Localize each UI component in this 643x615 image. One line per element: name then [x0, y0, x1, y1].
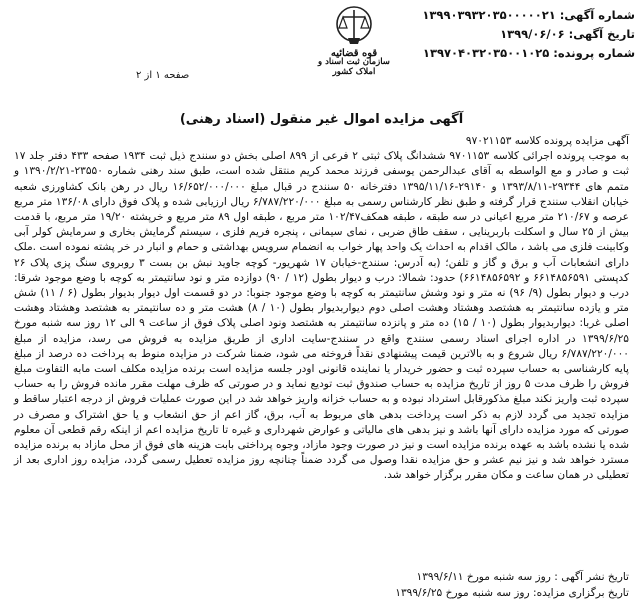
publish-date-row: [395, 570, 629, 586]
header-meta: [365, 6, 635, 63]
org-name: سازمان ثبت اسناد و املاک کشور: [318, 57, 390, 77]
case-number-label: شماره پرونده:: [553, 46, 635, 60]
org-top: قوه قضائیه: [330, 48, 378, 59]
ad-number-label: شماره آگهی:: [559, 8, 635, 22]
page-label: صفحه ۱ از ۲: [136, 70, 190, 81]
ad-date: ۱۳۹۹/۰۶/۰۶: [500, 27, 565, 41]
publish-date-label: تاریخ نشر آگهی :: [554, 571, 629, 583]
ad-number-row: [365, 6, 635, 25]
ad-date-row: [365, 25, 635, 44]
auction-date-label: تاریخ برگزاری مزایده:: [533, 586, 629, 599]
auction-date-row: [395, 586, 629, 602]
case-number: ۱۳۹۷۰۴۰۳۲۰۳۵۰۰۱۰۲۵: [422, 46, 550, 60]
body-paragraph-case: آگهی مزایده پرونده کلاسه ۹۷۰۲۱۱۵۳: [465, 135, 629, 147]
ad-number: ۱۳۹۹۰۳۹۳۲۰۳۵۰۰۰۰۰۲۱: [422, 8, 556, 22]
judiciary-emblem: [316, 4, 392, 90]
judiciary-emblem-icon: [334, 4, 374, 50]
footer-dates: [395, 570, 629, 601]
document-title: آگهی مزایده اموال غیر منقول (اسناد رهنی): [179, 112, 464, 127]
publish-date-value: روز سه شنبه مورخ ۱۳۹۹/۶/۱۱: [416, 571, 551, 583]
body-paragraph-main: به موجب پرونده اجرائی کلاسه ۹۷۰۱۱۵۳ ششدانگ پلاک ثبتی ۲ فرعی از ۸۹۹ اصلی بخش دو سنندج ذیل ثبت ۱۹۳۴ صفحه ۴۳۳ دفتر جلد ۱۷ ثبت و صادر و مع الواسطه به آقای عبدالرحمن یوسفی فرزند محمد کریم منتقل شده است، طبق سند رهنی شماره ۲۳۵۵۰-۱۳۹۰/۲/۲۱ و متمم های ۲۹۳۴۴-۱۳۹۳/۸/۱۱ و ۲۹۱۴۰-۱۳۹۵/۱۱/۱۶ دفترخانه ۵۰ سنندج در قبال مبلغ ۱۶/۶۵۲/۰۰۰/۰۰۰ ریال در رهن بانک کشاورزی شعبه خیابان انقلاب سنندج قرار گرفته و طبق نظر کارشناس رسمی به مبلغ ۶/۷۸۷/۲۲۰/۰۰۰ ریال ارزیابی شده و پلاک فوق دارای ۱۳۶/۰۸ متر مربع عرصه و ۲۱۰/۶۷ متر مربع اعیانی در سه طبقه ، طبقه همکف۱۰۲/۴۷ متر مربع ، طبقه اول ۸۹ متر مربع و خرپشته ۱۹/۲۰ متر مربع، با قدمت بیش از ۲۵ سال و اسکلت باربرینایی ، سقف طاق ضربی ، نمای سیمانی ، پنجره فریم فلزی ، سیستم گرمایش بخاری و سرمایش کولر آبی وکابینت فلزی می باشد ، مالک اقدام به احداث یک واحد پهار خواب به انضمام سرویس بهداشتی و حمام و انبار در خر پشته نموده است .ملک دارای انشعابات آب و برق و گاز و تلفن؛ (به آدرس: سنندج-خیابان ۱۷ شهریور- کوچه جاوید نبش بن بست ۳ روبروی سنگ پزی پلاک ۲۶ کدپستی ۶۶۱۴۸۵۶۵۹۱ و ۶۶۱۴۸۵۶۵۹۲) حدود: شمالا: درب و دیوار بطول (۱۲ / ۹۰) دوازده متر و نود سانتیمتر به کوچه با وضع موجود شرقا: درب و دیوار بطول (۹/ ۹۶) نه متر و نود وشش سانتیمتر به کوچه با وضع موجود جنوبا: در دو قسمت اول دیوار بدیوار بطول (۶ / ۱۱) شش متر و یازده سانتیمتر به هشتصد وهشتاد وهشت اصلی دوم دیواربدیوار بطول (۱۰ / ۸) هشت متر و ده سانتیمتر به هشتصد وهشتاد وهشت اصلی غربا: دیواربدیوار بطول (۱۰ / ۱۵) ده متر و پانزده سانتیمتر به هشتصد ونود اصلی پلاک فوق از ساعت ۹ الی ۱۲ روز سه شنبه مورخ ۱۳۹۹/۶/۲۵ در اداره اجرای اسناد رسمی سنندج واقع در سنندج-سایت اداری از طریق مزایده به فروش می رسد، مزایده از مبلغ ۶/۷۸۷/۲۲۰/۰۰۰ ریال شروع و به بالاترین قیمت پیشنهادی نقداً فروخته می شود، ضمنا شرکت در مزایده منوط به پرداخت ده درصد از مبلغ پایه کارشناسی به حساب سپرده ثبت و حضور خریدار یا نماینده قانونی اودر جلسه مزایده است برنده مزایده مکلف است مابه التفاوت مبلغ فروش را ظرف مدت ۵ روز از تاریخ مزایده به حساب صندوق ثبت تودیع نماید و در صورتی که ظرف مهلت مقرر مانده فروش را به حساب سپرده ثبت واریز نکند مبلغ مذکورقابل استرداد نبوده و به حساب خزانه واریز خواهد شد در این صورت عملیات فروش از درجه اعتبار ساقط و مزایده تجدید می گردد لازم به ذکر است پرداخت بدهی های مربوط به آب، برق، گاز اعم از حق انشعاب و یا حق اشتراک و مصرف در صورتی که مورد مزایده دارای آنها باشد و نیز بدهی های مالیاتی و عوارض شهرداری و غیره تا تاریخ مزایده اعم از اینکه رقم قطعی آن معلوم شده یا نشده باشد به عهده برنده مزایده است و نیز در صورت وجود مازاد، وجوه پرداختی بابت هزینه های فوق از محل مازاد به برنده مزایده مسترد خواهد شد و نیز نیم عشر و حق مزایده نقدا وصول می گردد ضمناً چنانچه روز مزایده تعطیل رسمی گردد، مزایده روز اداری بعد از تعطیلی در همان ساعت و مکان مقرر برگزار خواهد شد.: [14, 150, 630, 482]
ad-date-label: تاریخ آگهی:: [568, 27, 635, 41]
document-body: [14, 134, 629, 484]
auction-date-value: روز سه شنبه مورخ ۱۳۹۹/۶/۲۵: [395, 586, 530, 599]
case-number-row: [365, 44, 635, 63]
